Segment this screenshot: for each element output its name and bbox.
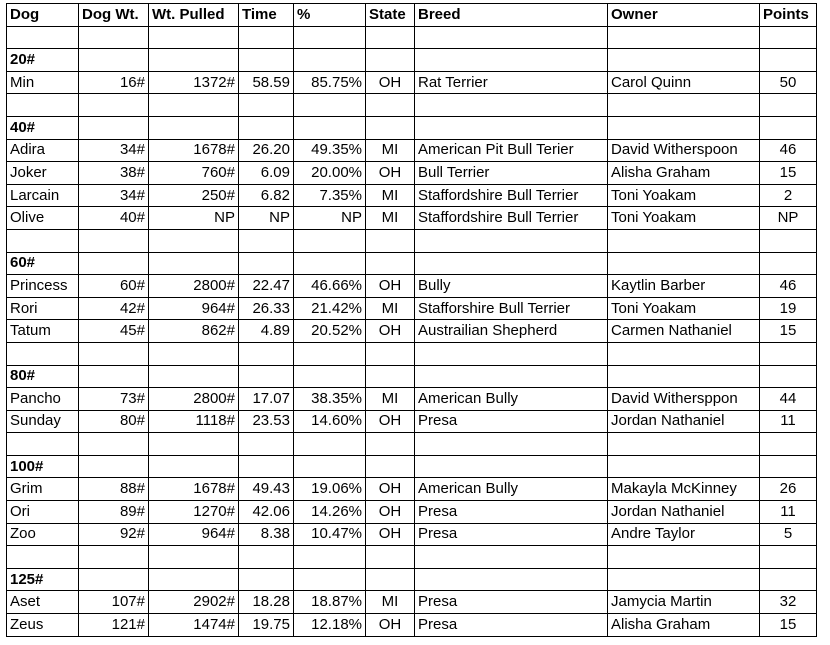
cell-dog: Ori	[7, 501, 79, 524]
empty-cell	[149, 365, 239, 388]
table-row	[7, 297, 817, 320]
cell-dog: Adira	[7, 139, 79, 162]
cell-dog-weight: 89#	[79, 501, 149, 524]
cell-dog-weight: 42#	[79, 297, 149, 320]
cell-time: 58.59	[239, 71, 294, 94]
empty-cell	[79, 252, 149, 275]
cell-breed: Staffordshire Bull Terrier	[415, 184, 608, 207]
cell-points: 46	[760, 275, 817, 298]
empty-cell	[608, 116, 760, 139]
cell-dog-weight: 92#	[79, 523, 149, 546]
cell-points: 15	[760, 614, 817, 637]
cell-dog-weight: 107#	[79, 591, 149, 614]
empty-cell	[149, 94, 239, 117]
empty-cell	[366, 455, 415, 478]
cell-dog-weight: 73#	[79, 388, 149, 411]
cell-breed: Bull Terrier	[415, 162, 608, 185]
table-row	[7, 523, 817, 546]
empty-cell	[366, 229, 415, 252]
cell-points: 2	[760, 184, 817, 207]
empty-cell	[79, 455, 149, 478]
cell-time: 4.89	[239, 320, 294, 343]
weight-class-label: 40#	[7, 116, 79, 139]
cell-breed: Presa	[415, 591, 608, 614]
cell-dog: Larcain	[7, 184, 79, 207]
cell-points: 11	[760, 410, 817, 433]
cell-state: MI	[366, 184, 415, 207]
empty-cell	[608, 94, 760, 117]
empty-cell	[415, 116, 608, 139]
cell-time: 49.43	[239, 478, 294, 501]
weight-class-row	[7, 252, 817, 275]
empty-cell	[239, 568, 294, 591]
empty-cell	[760, 252, 817, 275]
cell-owner: Toni Yoakam	[608, 184, 760, 207]
cell-breed: Rat Terrier	[415, 71, 608, 94]
empty-cell	[239, 365, 294, 388]
cell-percent: 18.87%	[294, 591, 366, 614]
cell-state: MI	[366, 139, 415, 162]
cell-points: 26	[760, 478, 817, 501]
empty-cell	[239, 342, 294, 365]
header-dog: Dog	[7, 4, 79, 27]
cell-dog-weight: 34#	[79, 139, 149, 162]
empty-cell	[79, 94, 149, 117]
header-dog-weight: Dog Wt.	[79, 4, 149, 27]
empty-cell	[608, 455, 760, 478]
cell-dog: Tatum	[7, 320, 79, 343]
table-row	[7, 501, 817, 524]
empty-cell	[415, 94, 608, 117]
cell-breed: Presa	[415, 410, 608, 433]
empty-cell	[7, 229, 79, 252]
cell-breed: Bully	[415, 275, 608, 298]
cell-dog-weight: 16#	[79, 71, 149, 94]
cell-points: 19	[760, 297, 817, 320]
empty-cell	[608, 229, 760, 252]
cell-dog-weight: 80#	[79, 410, 149, 433]
empty-cell	[294, 455, 366, 478]
cell-dog: Rori	[7, 297, 79, 320]
empty-cell	[415, 546, 608, 569]
weight-class-row	[7, 455, 817, 478]
empty-cell	[239, 49, 294, 72]
empty-cell	[415, 229, 608, 252]
cell-state: OH	[366, 410, 415, 433]
cell-dog: Pancho	[7, 388, 79, 411]
empty-cell	[239, 94, 294, 117]
table-row	[7, 275, 817, 298]
cell-dog: Sunday	[7, 410, 79, 433]
table-row	[7, 478, 817, 501]
empty-cell	[149, 26, 239, 49]
cell-breed: Staffordshire Bull Terrier	[415, 207, 608, 230]
cell-state: OH	[366, 523, 415, 546]
empty-cell	[149, 568, 239, 591]
cell-percent: 20.52%	[294, 320, 366, 343]
empty-cell	[294, 365, 366, 388]
empty-cell	[760, 26, 817, 49]
cell-dog-weight: 121#	[79, 614, 149, 637]
cell-weight-pulled: 1474#	[149, 614, 239, 637]
empty-cell	[149, 433, 239, 456]
empty-cell	[149, 229, 239, 252]
empty-cell	[294, 49, 366, 72]
cell-weight-pulled: 2800#	[149, 388, 239, 411]
cell-owner: Toni Yoakam	[608, 207, 760, 230]
empty-cell	[7, 342, 79, 365]
cell-state: OH	[366, 275, 415, 298]
cell-owner: Alisha Graham	[608, 162, 760, 185]
empty-cell	[7, 546, 79, 569]
cell-time: 18.28	[239, 591, 294, 614]
empty-cell	[239, 252, 294, 275]
empty-cell	[608, 342, 760, 365]
cell-percent: 20.00%	[294, 162, 366, 185]
cell-state: OH	[366, 162, 415, 185]
cell-state: OH	[366, 71, 415, 94]
cell-owner: Jamycia Martin	[608, 591, 760, 614]
empty-cell	[294, 342, 366, 365]
cell-time: 26.33	[239, 297, 294, 320]
cell-weight-pulled: 964#	[149, 523, 239, 546]
header-row	[7, 4, 817, 27]
table-row	[7, 207, 817, 230]
empty-cell	[79, 342, 149, 365]
cell-dog: Grim	[7, 478, 79, 501]
empty-cell	[7, 26, 79, 49]
cell-points: 46	[760, 139, 817, 162]
empty-cell	[79, 546, 149, 569]
empty-cell	[608, 365, 760, 388]
cell-percent: 14.60%	[294, 410, 366, 433]
empty-cell	[366, 365, 415, 388]
cell-dog: Joker	[7, 162, 79, 185]
empty-cell	[608, 49, 760, 72]
cell-breed: American Pit Bull Terier	[415, 139, 608, 162]
weight-class-label: 80#	[7, 365, 79, 388]
empty-cell	[294, 116, 366, 139]
cell-dog-weight: 34#	[79, 184, 149, 207]
empty-cell	[366, 94, 415, 117]
cell-percent: NP	[294, 207, 366, 230]
cell-weight-pulled: NP	[149, 207, 239, 230]
empty-cell	[760, 342, 817, 365]
cell-weight-pulled: 250#	[149, 184, 239, 207]
empty-cell	[79, 568, 149, 591]
cell-time: 17.07	[239, 388, 294, 411]
empty-cell	[149, 455, 239, 478]
cell-dog: Aset	[7, 591, 79, 614]
empty-cell	[415, 568, 608, 591]
cell-weight-pulled: 2902#	[149, 591, 239, 614]
empty-cell	[366, 433, 415, 456]
empty-cell	[760, 455, 817, 478]
empty-cell	[79, 365, 149, 388]
empty-cell	[79, 229, 149, 252]
cell-points: 11	[760, 501, 817, 524]
empty-cell	[149, 49, 239, 72]
cell-weight-pulled: 2800#	[149, 275, 239, 298]
empty-cell	[760, 546, 817, 569]
cell-weight-pulled: 1118#	[149, 410, 239, 433]
table-row	[7, 591, 817, 614]
empty-cell	[760, 365, 817, 388]
cell-percent: 7.35%	[294, 184, 366, 207]
cell-owner: Toni Yoakam	[608, 297, 760, 320]
empty-cell	[294, 433, 366, 456]
cell-dog-weight: 38#	[79, 162, 149, 185]
cell-time: 26.20	[239, 139, 294, 162]
empty-cell	[294, 229, 366, 252]
header-percent: %	[294, 4, 366, 27]
empty-cell	[760, 433, 817, 456]
cell-dog: Min	[7, 71, 79, 94]
header-weight-pulled: Wt. Pulled	[149, 4, 239, 27]
empty-cell	[239, 229, 294, 252]
cell-time: NP	[239, 207, 294, 230]
cell-owner: Jordan Nathaniel	[608, 410, 760, 433]
cell-breed: American Bully	[415, 478, 608, 501]
cell-breed: Austrailian Shepherd	[415, 320, 608, 343]
cell-points: 15	[760, 320, 817, 343]
empty-cell	[366, 546, 415, 569]
cell-owner: Alisha Graham	[608, 614, 760, 637]
empty-cell	[415, 342, 608, 365]
cell-state: OH	[366, 478, 415, 501]
cell-breed: Presa	[415, 614, 608, 637]
empty-cell	[294, 94, 366, 117]
cell-percent: 19.06%	[294, 478, 366, 501]
cell-percent: 85.75%	[294, 71, 366, 94]
cell-percent: 14.26%	[294, 501, 366, 524]
empty-cell	[760, 229, 817, 252]
cell-owner: David Witherspoon	[608, 139, 760, 162]
cell-state: MI	[366, 297, 415, 320]
spacer-row	[7, 546, 817, 569]
cell-time: 22.47	[239, 275, 294, 298]
empty-cell	[366, 26, 415, 49]
empty-cell	[149, 546, 239, 569]
cell-weight-pulled: 1678#	[149, 478, 239, 501]
cell-state: OH	[366, 320, 415, 343]
empty-cell	[366, 116, 415, 139]
spacer-row	[7, 94, 817, 117]
table-row	[7, 71, 817, 94]
table-body	[7, 26, 817, 636]
cell-dog: Zoo	[7, 523, 79, 546]
empty-cell	[79, 116, 149, 139]
cell-points: 44	[760, 388, 817, 411]
cell-owner: Makayla McKinney	[608, 478, 760, 501]
cell-weight-pulled: 1372#	[149, 71, 239, 94]
cell-state: OH	[366, 501, 415, 524]
header-points: Points	[760, 4, 817, 27]
empty-cell	[760, 116, 817, 139]
cell-dog: Princess	[7, 275, 79, 298]
empty-cell	[7, 433, 79, 456]
empty-cell	[366, 342, 415, 365]
cell-percent: 12.18%	[294, 614, 366, 637]
empty-cell	[608, 568, 760, 591]
cell-dog-weight: 88#	[79, 478, 149, 501]
empty-cell	[760, 94, 817, 117]
cell-percent: 10.47%	[294, 523, 366, 546]
spacer-row	[7, 433, 817, 456]
cell-breed: Presa	[415, 523, 608, 546]
empty-cell	[294, 568, 366, 591]
empty-cell	[608, 433, 760, 456]
cell-breed: Presa	[415, 501, 608, 524]
weight-class-label: 125#	[7, 568, 79, 591]
cell-owner: David Withersppon	[608, 388, 760, 411]
empty-cell	[294, 546, 366, 569]
cell-weight-pulled: 760#	[149, 162, 239, 185]
empty-cell	[239, 26, 294, 49]
cell-time: 6.82	[239, 184, 294, 207]
empty-cell	[608, 26, 760, 49]
cell-points: 5	[760, 523, 817, 546]
empty-cell	[239, 433, 294, 456]
cell-owner: Carmen Nathaniel	[608, 320, 760, 343]
cell-percent: 38.35%	[294, 388, 366, 411]
cell-owner: Kaytlin Barber	[608, 275, 760, 298]
empty-cell	[415, 365, 608, 388]
cell-dog: Zeus	[7, 614, 79, 637]
empty-cell	[149, 252, 239, 275]
cell-time: 42.06	[239, 501, 294, 524]
cell-owner: Jordan Nathaniel	[608, 501, 760, 524]
weight-class-row	[7, 568, 817, 591]
cell-weight-pulled: 1270#	[149, 501, 239, 524]
cell-percent: 21.42%	[294, 297, 366, 320]
results-table	[6, 3, 817, 637]
table-row	[7, 139, 817, 162]
cell-dog-weight: 45#	[79, 320, 149, 343]
empty-cell	[415, 26, 608, 49]
weight-class-label: 60#	[7, 252, 79, 275]
cell-weight-pulled: 1678#	[149, 139, 239, 162]
cell-time: 23.53	[239, 410, 294, 433]
empty-cell	[79, 26, 149, 49]
empty-cell	[415, 455, 608, 478]
spacer-row	[7, 342, 817, 365]
cell-owner: Carol Quinn	[608, 71, 760, 94]
weight-class-row	[7, 49, 817, 72]
cell-breed: Stafforshire Bull Terrier	[415, 297, 608, 320]
header-breed: Breed	[415, 4, 608, 27]
cell-points: 15	[760, 162, 817, 185]
cell-owner: Andre Taylor	[608, 523, 760, 546]
cell-points: NP	[760, 207, 817, 230]
empty-cell	[415, 49, 608, 72]
cell-weight-pulled: 964#	[149, 297, 239, 320]
empty-cell	[760, 49, 817, 72]
empty-cell	[415, 252, 608, 275]
cell-time: 6.09	[239, 162, 294, 185]
empty-cell	[366, 49, 415, 72]
empty-cell	[239, 546, 294, 569]
cell-dog: Olive	[7, 207, 79, 230]
cell-breed: American Bully	[415, 388, 608, 411]
table-row	[7, 184, 817, 207]
cell-dog-weight: 60#	[79, 275, 149, 298]
cell-state: OH	[366, 614, 415, 637]
header-owner: Owner	[608, 4, 760, 27]
cell-state: MI	[366, 388, 415, 411]
empty-cell	[294, 252, 366, 275]
empty-cell	[760, 568, 817, 591]
spacer-row	[7, 26, 817, 49]
table-row	[7, 320, 817, 343]
empty-cell	[415, 433, 608, 456]
cell-state: MI	[366, 207, 415, 230]
empty-cell	[239, 455, 294, 478]
empty-cell	[366, 568, 415, 591]
weight-class-label: 100#	[7, 455, 79, 478]
cell-dog-weight: 40#	[79, 207, 149, 230]
empty-cell	[608, 252, 760, 275]
table-row	[7, 410, 817, 433]
weight-class-label: 20#	[7, 49, 79, 72]
empty-cell	[149, 116, 239, 139]
empty-cell	[149, 342, 239, 365]
cell-points: 50	[760, 71, 817, 94]
cell-percent: 46.66%	[294, 275, 366, 298]
empty-cell	[366, 252, 415, 275]
table-row	[7, 388, 817, 411]
table-row	[7, 614, 817, 637]
cell-state: MI	[366, 591, 415, 614]
header-time: Time	[239, 4, 294, 27]
cell-time: 19.75	[239, 614, 294, 637]
empty-cell	[239, 116, 294, 139]
spacer-row	[7, 229, 817, 252]
empty-cell	[294, 26, 366, 49]
empty-cell	[79, 433, 149, 456]
empty-cell	[608, 546, 760, 569]
cell-points: 32	[760, 591, 817, 614]
cell-weight-pulled: 862#	[149, 320, 239, 343]
table-row	[7, 162, 817, 185]
weight-class-row	[7, 116, 817, 139]
empty-cell	[7, 94, 79, 117]
header-state: State	[366, 4, 415, 27]
cell-percent: 49.35%	[294, 139, 366, 162]
weight-class-row	[7, 365, 817, 388]
empty-cell	[79, 49, 149, 72]
cell-time: 8.38	[239, 523, 294, 546]
